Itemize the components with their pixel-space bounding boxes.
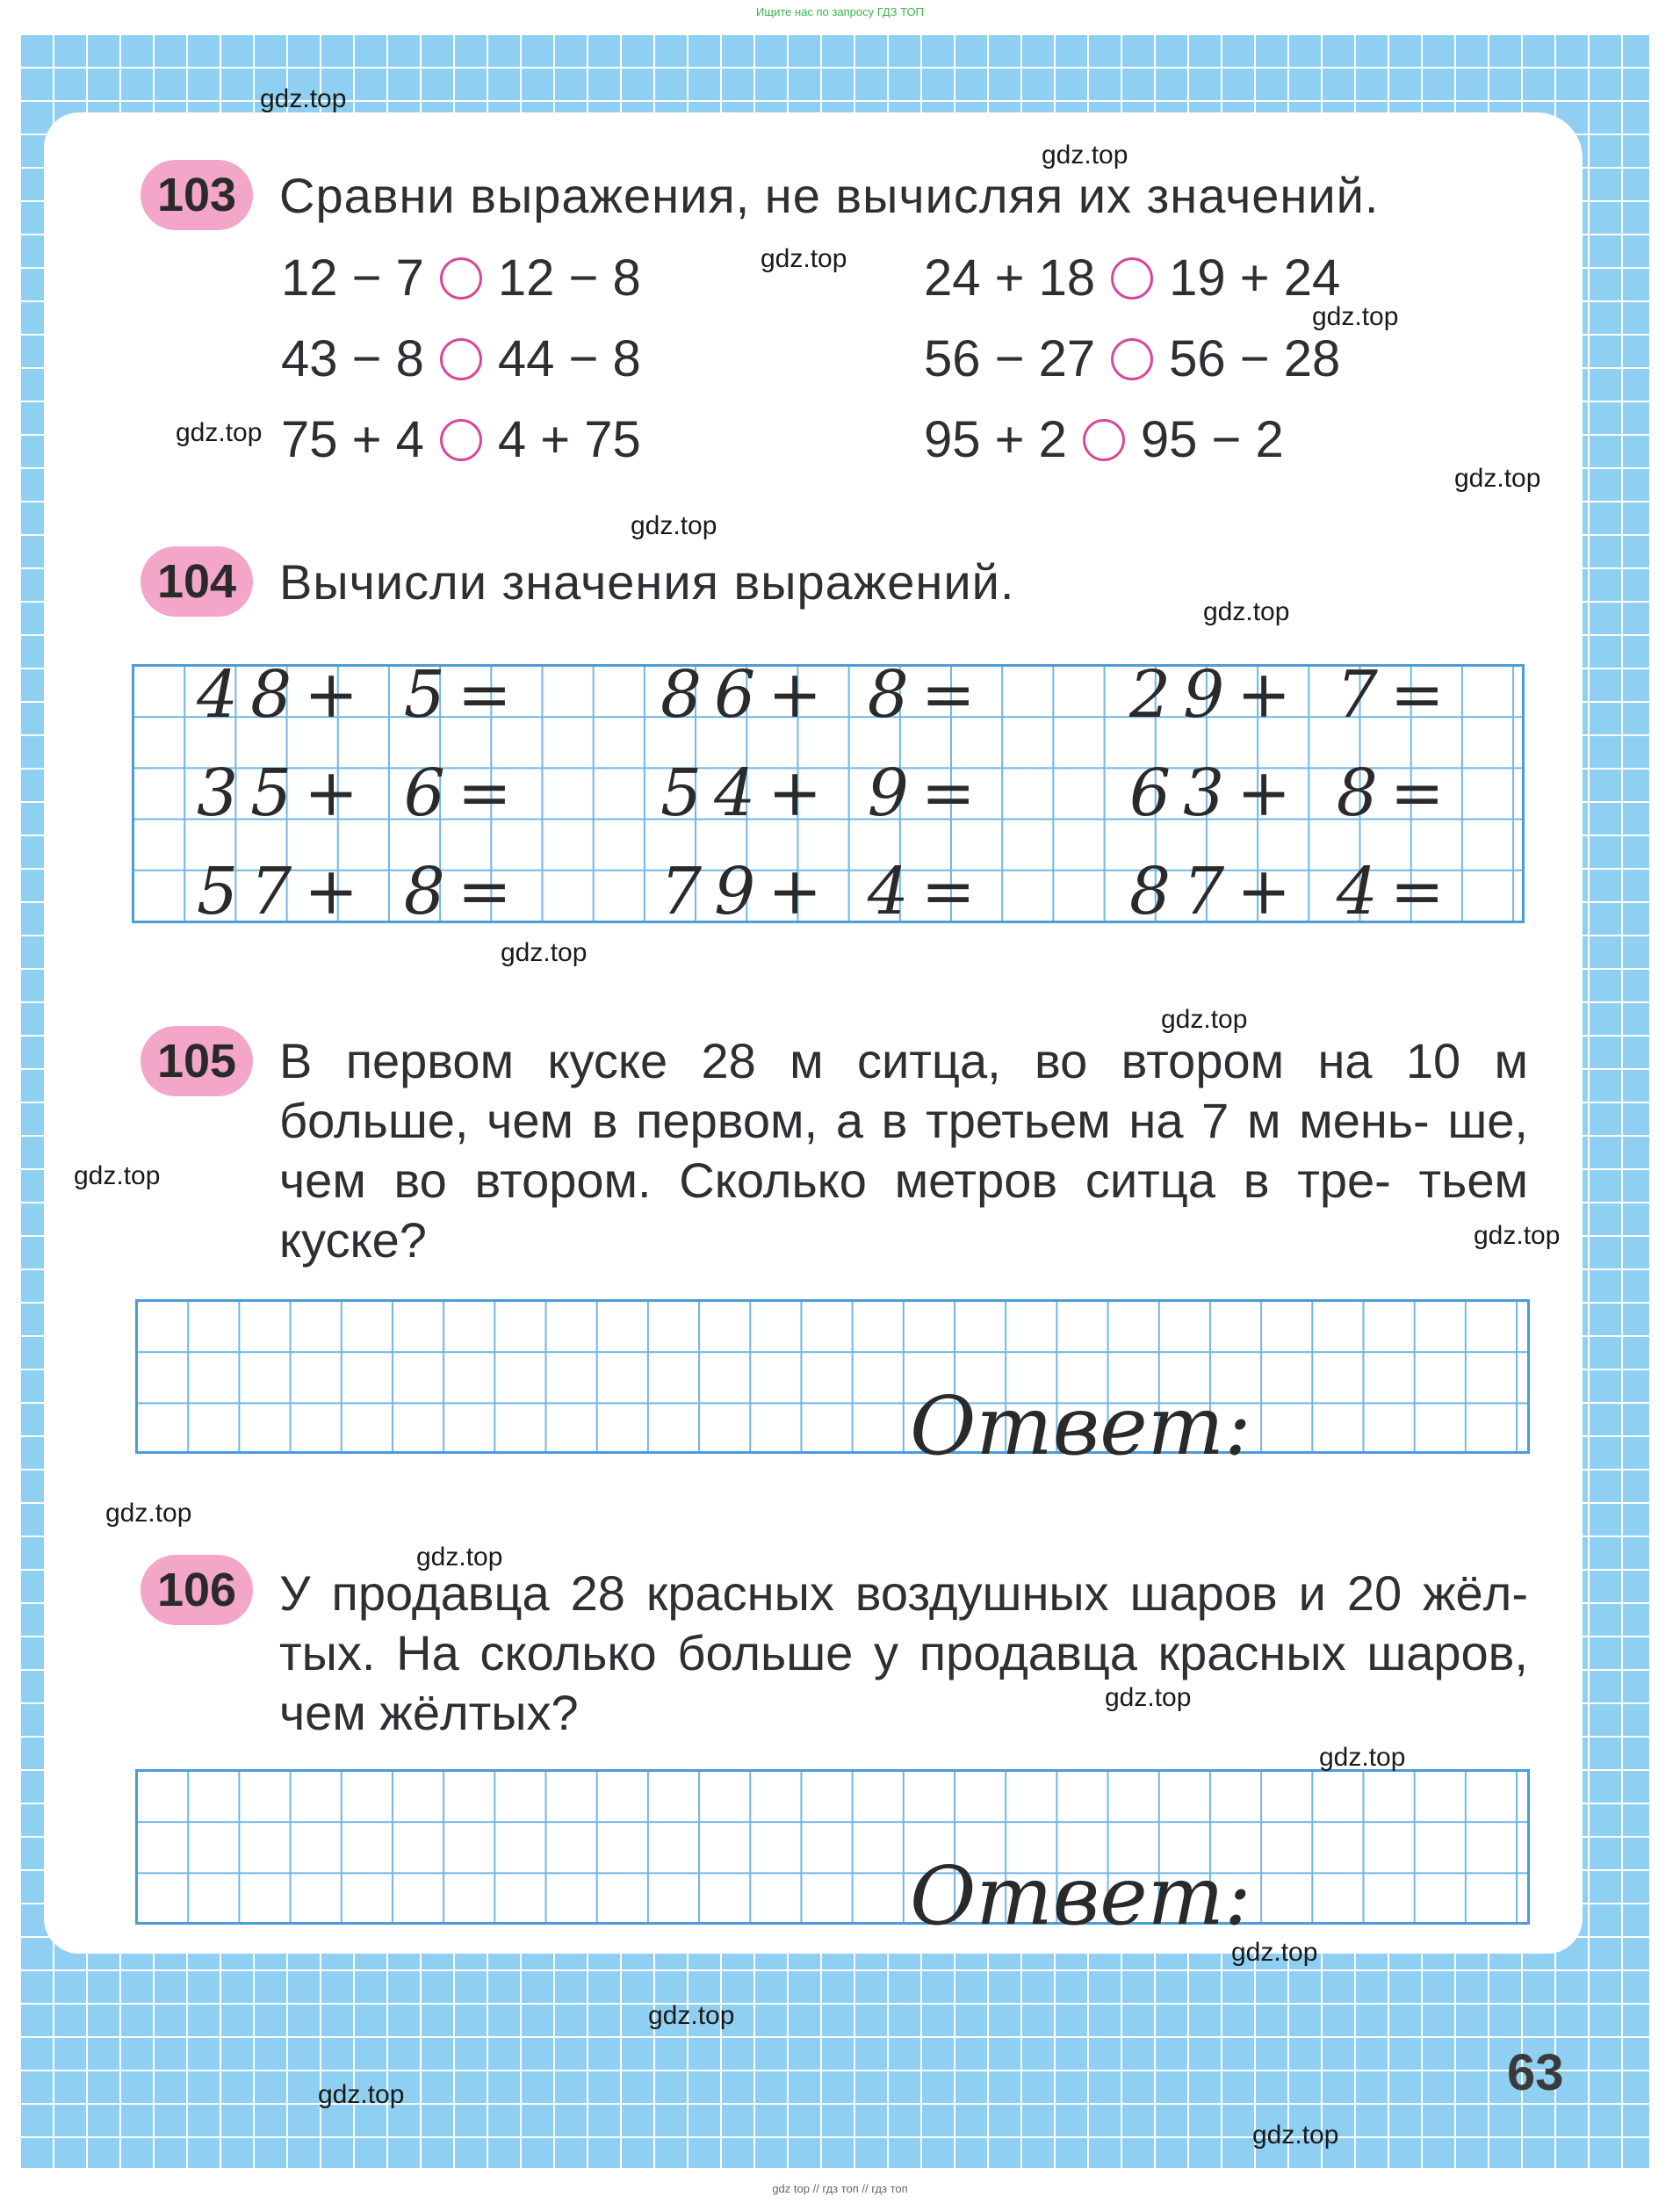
expr: 12 − 8 [497,249,641,307]
watermark: gdz.top [631,511,717,540]
task-104-expr: 79+ 4= [660,854,988,929]
compare-circle[interactable] [1083,419,1125,461]
task-103-left-row-3 [281,410,641,469]
task-106-grid[interactable] [135,1769,1530,1925]
task-104-expr: 54+ 9= [660,755,988,831]
task-105-badge: 105 [141,1026,253,1096]
watermark: gdz.top [74,1161,161,1190]
task-103-right-row-2 [924,329,1340,388]
watermark: gdz.top [1312,302,1399,331]
watermark: gdz.top [1319,1743,1406,1772]
task-103-left-row-1 [281,249,641,307]
task-103-right-row-1 [924,249,1340,307]
watermark: gdz.top [1203,597,1290,626]
watermark: gdz.top [1252,2121,1339,2150]
watermark: gdz.top [260,84,347,113]
task-104-badge: 104 [141,546,253,617]
task-106-text: У продавца 28 красных воздушных шаров и 20 жёл- тых. На сколько больше у продавца красных шаров, чем жёлтых? [279,1565,1528,1740]
task-104-expr: 57+ 8= [197,854,524,929]
task-103-title: Сравни выражения, не вычисляя их значений. [279,168,1380,223]
compare-circle[interactable] [440,419,482,461]
compare-circle[interactable] [1111,338,1153,380]
watermark: gdz.top [105,1499,192,1528]
expr: 19 + 24 [1169,249,1341,307]
task-105-answer-label: Ответ: [910,1379,1251,1473]
expr: 56 − 27 [924,330,1096,387]
watermark: gdz.top [1161,1005,1248,1034]
expr: 95 + 2 [924,411,1067,468]
task-103-left-row-2 [281,329,641,388]
task-105-grid[interactable] [135,1299,1530,1454]
task-103-right-row-3 [924,410,1284,469]
watermark: gdz.top [501,938,588,967]
task-104-expr: 86+ 8= [660,657,988,733]
expr: 4 + 75 [497,411,641,468]
expr: 95 − 2 [1140,411,1284,468]
watermark: gdz.top [176,418,263,447]
top-banner: Ищите нас по запросу ГДЗ ТОП [756,5,924,18]
task-105-text: В первом куске 28 м ситца, во втором на 10 м больше, чем в первом, а в третьем на 7 м мень- ше, чем во втором. Сколько метров ситца в тре- тьем куске? [279,1033,1528,1268]
page-number: 63 [1507,2044,1564,2101]
watermark: gdz.top [1454,464,1541,493]
task-103-badge: 103 [141,160,253,230]
task-106-answer-label: Ответ: [910,1849,1251,1943]
expr: 44 − 8 [497,330,641,387]
compare-circle[interactable] [440,338,482,380]
expr: 43 − 8 [281,330,424,387]
watermark: gdz.top [1105,1683,1192,1712]
watermark: gdz.top [416,1543,503,1572]
expr: 24 + 18 [924,249,1096,307]
expr: 12 − 7 [281,249,424,307]
watermark: gdz.top [648,2001,735,2030]
watermark: gdz.top [761,244,847,273]
task-104-expr: 87+ 4= [1129,854,1457,929]
watermark: gdz.top [318,2080,405,2109]
expr: 75 + 4 [281,411,424,468]
task-104-title: Вычисли значения выражений. [279,554,1015,610]
task-106-badge: 106 [141,1555,253,1625]
bottom-banner: gdz top // гдз топ // гдз топ [772,2182,908,2195]
task-104-expr: 35+ 6= [197,755,524,831]
task-104-expr: 63+ 8= [1129,755,1457,831]
expr: 56 − 28 [1169,330,1341,387]
task-104-expr: 48+ 5= [197,657,524,733]
watermark: gdz.top [1042,141,1128,170]
watermark: gdz.top [1474,1221,1561,1250]
task-104-expr: 29+ 7= [1129,657,1457,733]
compare-circle[interactable] [1111,257,1153,300]
compare-circle[interactable] [440,257,482,300]
watermark: gdz.top [1231,1938,1318,1967]
